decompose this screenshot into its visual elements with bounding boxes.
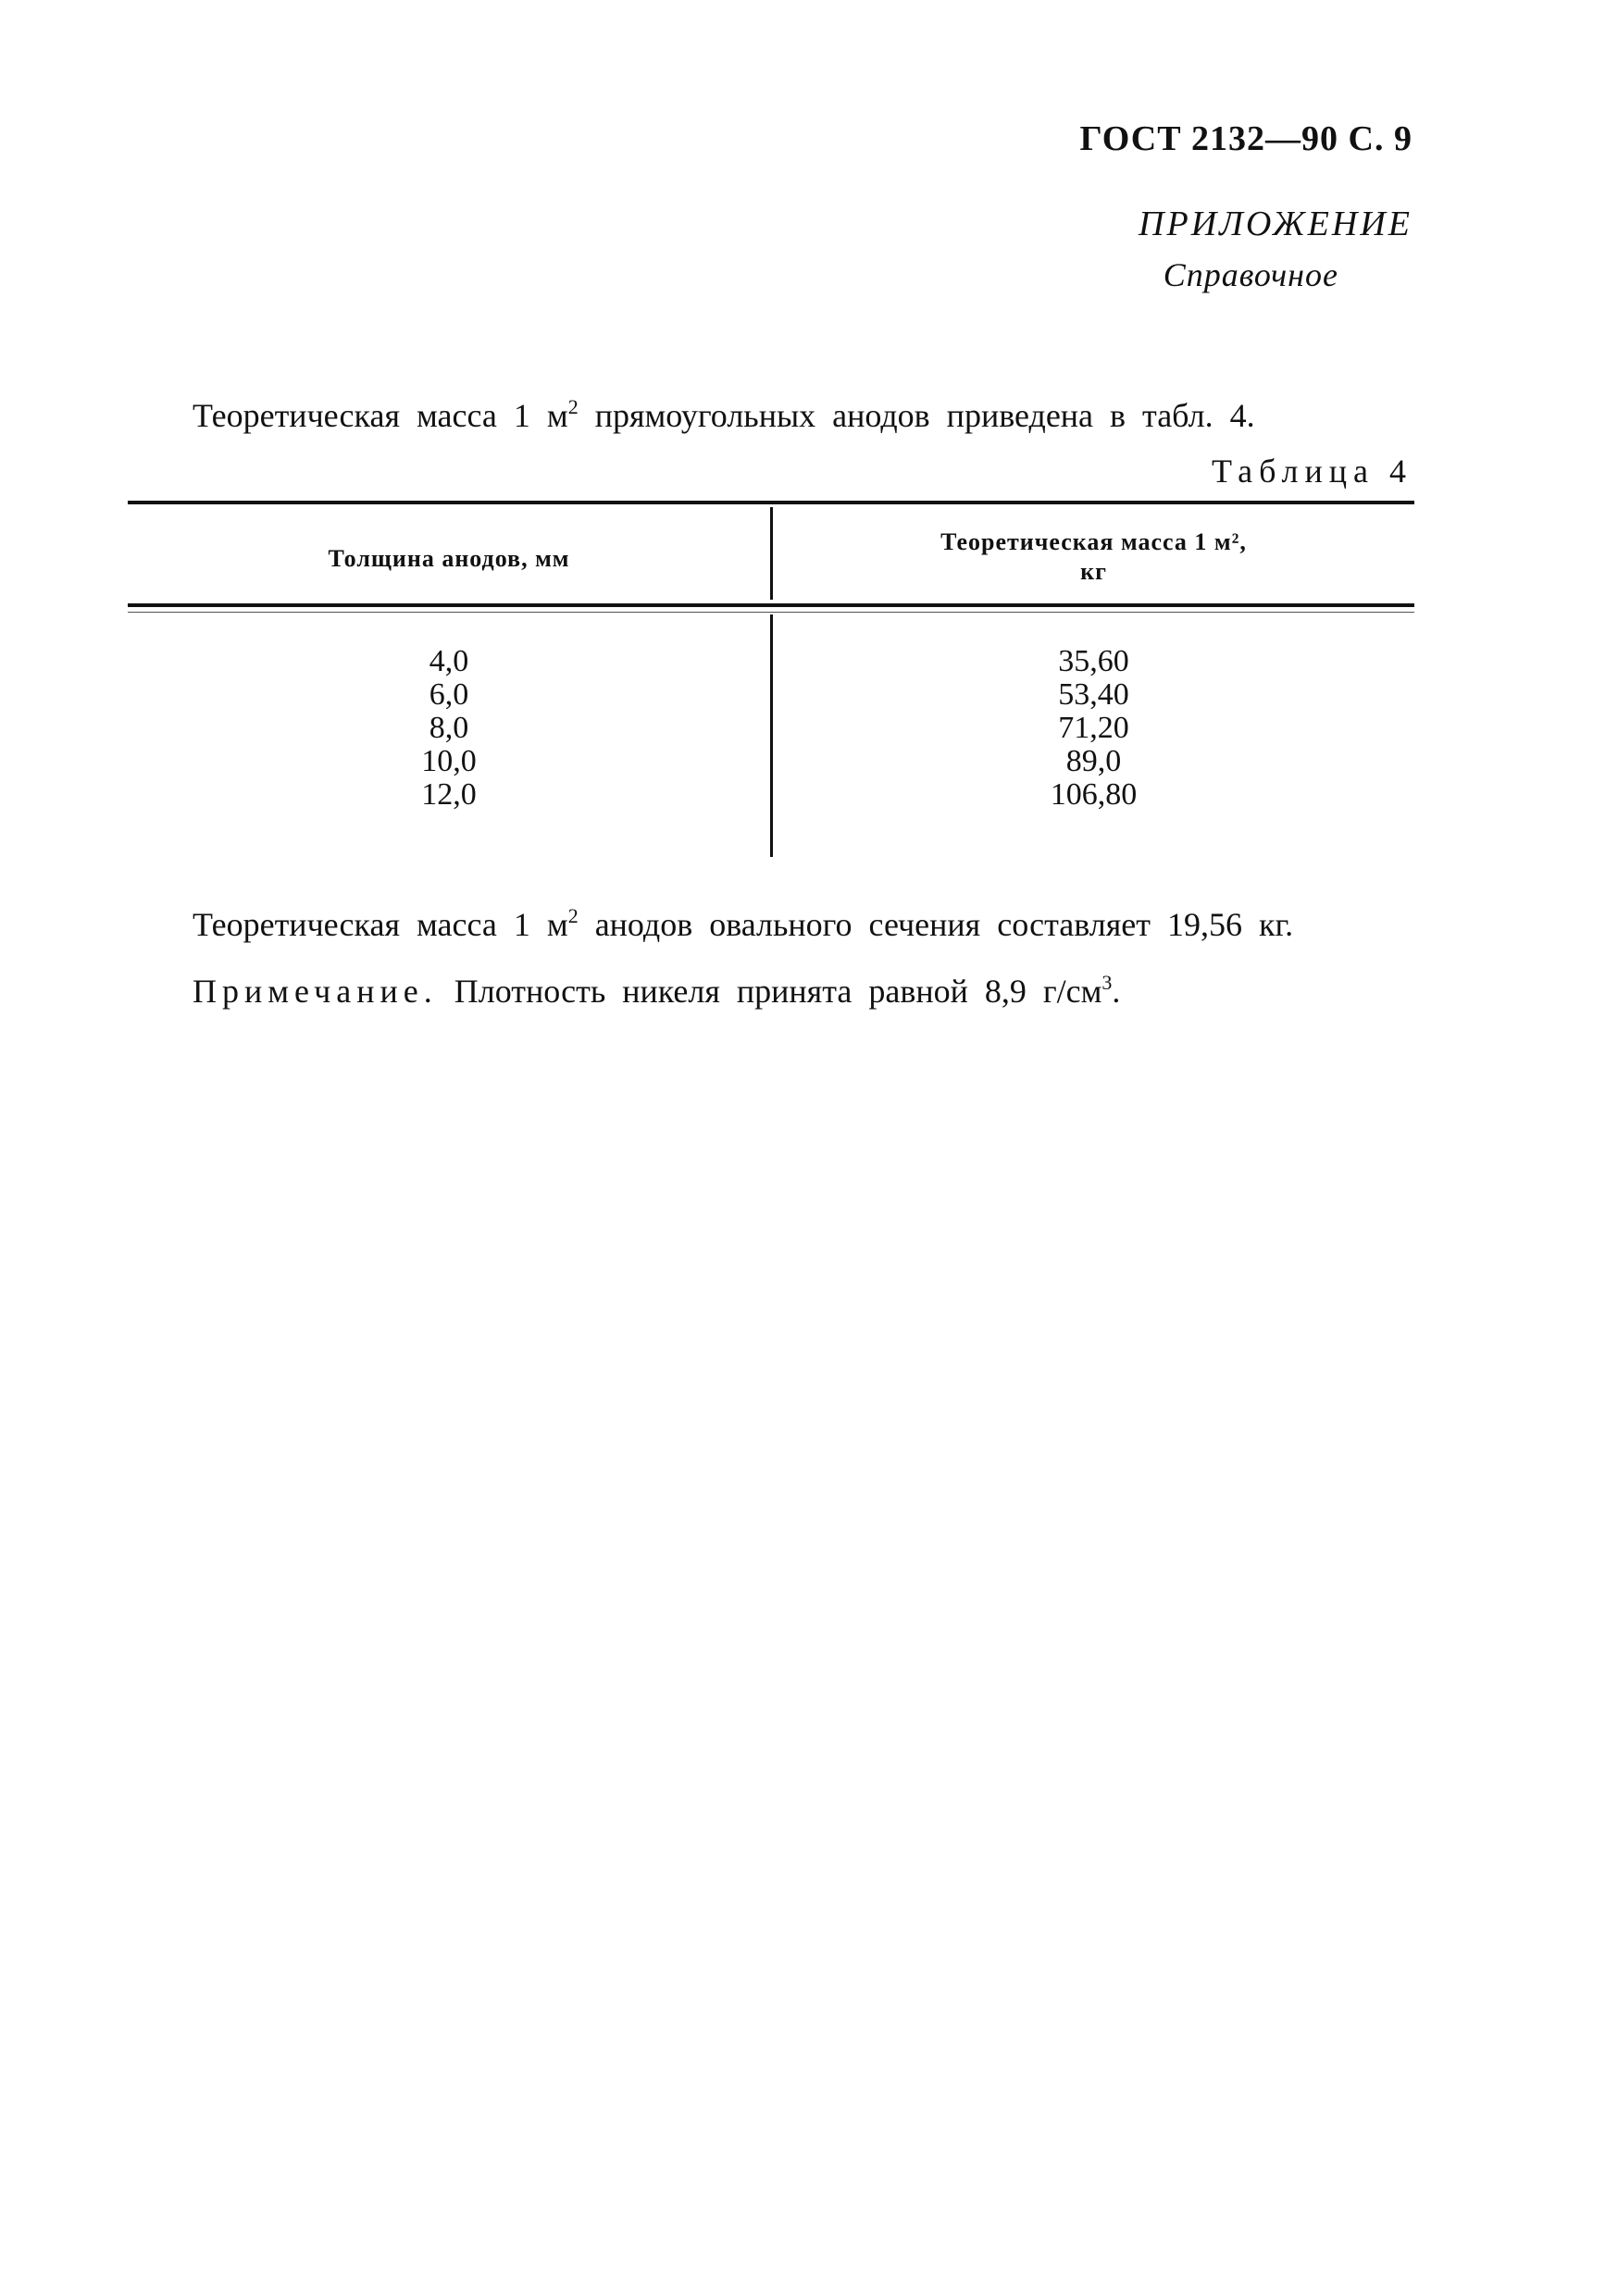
oval-text-after: анодов овального сечения составляет 19,56 кг. bbox=[578, 906, 1294, 943]
table-cell-mass: 89,0 bbox=[1065, 744, 1122, 778]
table-cell-thickness: 10,0 bbox=[421, 744, 477, 778]
note-end: . bbox=[1112, 973, 1121, 1010]
table-header-thickness: Толщина анодов, мм bbox=[328, 545, 570, 572]
intro-paragraph bbox=[193, 396, 1255, 435]
table-column-mass bbox=[773, 645, 1414, 812]
table-cell-mass: 71,20 bbox=[1058, 711, 1129, 745]
oval-text-before: Теоретическая масса 1 м bbox=[193, 906, 568, 943]
table-column-thickness bbox=[128, 645, 770, 812]
intro-text-after: прямоугольных анодов приведена в табл. 4. bbox=[578, 397, 1255, 434]
table-cell-mass: 106,80 bbox=[1050, 777, 1138, 812]
table-cell-thickness: 4,0 bbox=[429, 644, 469, 678]
table-header-rule bbox=[128, 603, 1414, 607]
note-superscript: 3 bbox=[1101, 971, 1113, 994]
table-caption: Таблица 4 bbox=[1212, 453, 1413, 490]
intro-superscript: 2 bbox=[567, 395, 579, 418]
appendix-title: ПРИЛОЖЕНИЕ bbox=[1139, 205, 1413, 243]
intro-text-before: Теоретическая масса 1 м bbox=[193, 397, 568, 434]
table-cell-thickness: 6,0 bbox=[429, 677, 469, 712]
table-top-rule bbox=[128, 501, 1414, 504]
table-header-mass-line2: кг bbox=[1080, 558, 1107, 585]
table-cell-thickness: 8,0 bbox=[429, 711, 469, 745]
oval-section-paragraph bbox=[193, 905, 1293, 944]
table-cell-mass: 53,40 bbox=[1058, 677, 1129, 712]
note-paragraph bbox=[193, 972, 1120, 1011]
note-text: Плотность никеля принята равной 8,9 г/см bbox=[437, 973, 1102, 1010]
table-header-rule-thin bbox=[128, 612, 1414, 613]
table-header-mass-line1: Теоретическая масса 1 м², bbox=[940, 528, 1247, 555]
table-header-mass bbox=[773, 527, 1414, 587]
page-header-doc-ref: ГОСТ 2132—90 С. 9 bbox=[1079, 119, 1413, 158]
oval-superscript: 2 bbox=[567, 904, 579, 927]
table-cell-thickness: 12,0 bbox=[421, 777, 477, 812]
appendix-subtitle: Справочное bbox=[1163, 256, 1338, 293]
table-cell-mass: 35,60 bbox=[1058, 644, 1129, 678]
note-label: Примечание. bbox=[193, 973, 438, 1010]
